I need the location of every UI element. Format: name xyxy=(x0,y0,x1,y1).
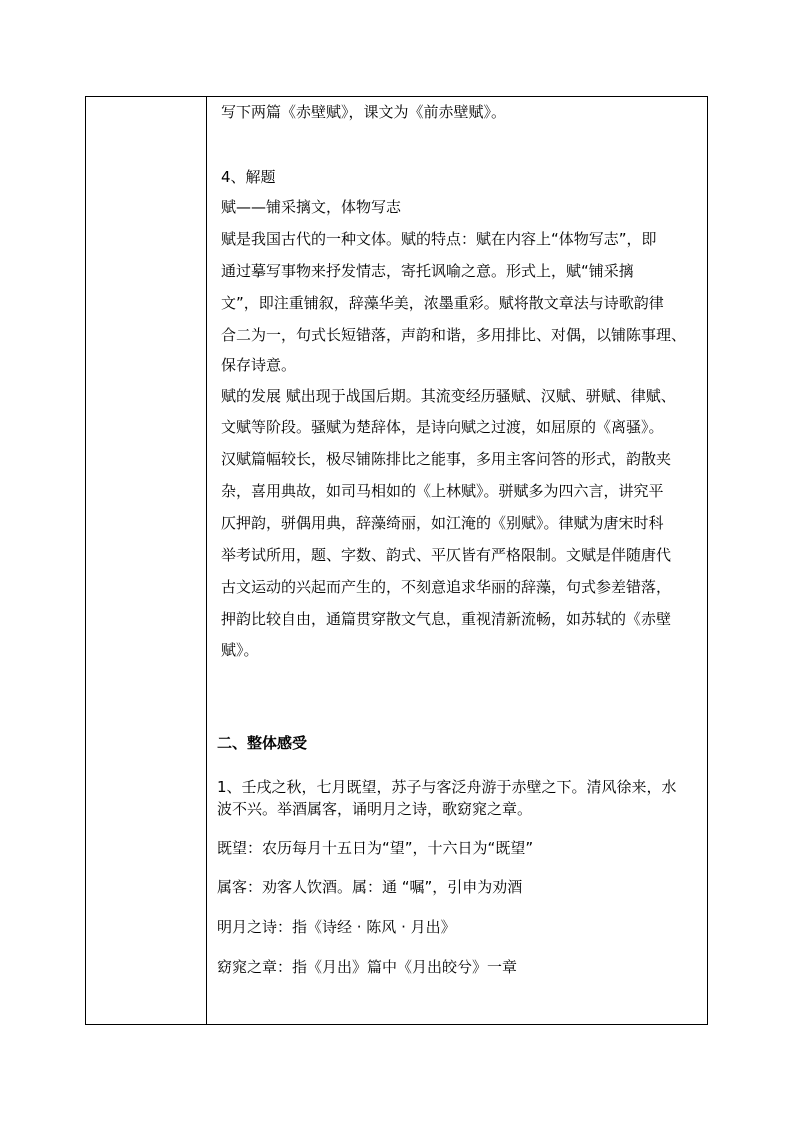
section-4-subtitle: 赋——铺采摛文，体物写志 xyxy=(221,198,402,216)
para2-line-9: 赋》。 xyxy=(221,641,259,659)
sentence1-line-2: 波不兴。举酒属客，诵明月之诗，歌窈窕之章。 xyxy=(217,800,533,818)
para2-line-6: 举考试所用，题、字数、韵式、平仄皆有严格限制。文赋是伴随唐代 xyxy=(221,546,672,564)
para2-line-3: 汉赋篇幅较长，极尽铺陈排比之能事，多用主客问答的形式，韵散夹 xyxy=(221,450,672,468)
para2-line-2: 文赋等阶段。骚赋为楚辞体，是诗向赋之过渡，如屈原的《离骚》。 xyxy=(221,418,664,436)
section-2-heading: 二、整体感受 xyxy=(217,734,308,752)
note-jiwang: 既望：农历每月十五日为“望”，十六日为“既望” xyxy=(217,839,534,857)
intro-line: 写下两篇《赤壁赋》，课文为《前赤壁赋》。 xyxy=(221,103,507,121)
content-cell xyxy=(207,97,707,1024)
para1-line-1: 赋是我国古代的一种文体。赋的特点：赋在内容上“体物写志”，即 xyxy=(221,230,657,248)
para1-line-5: 保存诗意。 xyxy=(221,356,297,374)
document-table xyxy=(85,96,708,1025)
para1-line-3: 文”，即注重铺叙，辞藻华美，浓墨重彩。赋将散文章法与诗歌韵律 xyxy=(221,294,664,312)
para2-line-8: 押韵比较自由，通篇贯穿散文气息，重视清新流畅，如苏轼的《赤壁 xyxy=(221,610,672,628)
note-zhuke: 属客：劝客人饮酒。属：通 “嘱”，引申为劝酒 xyxy=(217,878,523,896)
para2-line-5: 仄押韵，骈偶用典，辞藻绮丽，如江淹的《别赋》。律赋为唐宋时科 xyxy=(221,514,664,532)
para2-line-1: 赋的发展 赋出现于战国后期。其流变经历骚赋、汉赋、骈赋、律赋、 xyxy=(221,387,676,405)
para2-line-7: 古文运动的兴起而产生的，不刻意追求华丽的辞藻，句式参差错落， xyxy=(221,578,672,596)
note-yaotiao: 窈窕之章：指《月出》篇中《月出皎兮》一章 xyxy=(217,958,518,976)
sentence1-line-1: 1、壬戌之秋，七月既望，苏子与客泛舟游于赤壁之下。清风徐来，水 xyxy=(217,778,677,796)
note-mingyue: 明月之诗：指《诗经 · 陈风 · 月出》 xyxy=(217,918,456,936)
section-4-heading: 4、解题 xyxy=(221,168,276,186)
para1-line-4: 合二为一，句式长短错落，声韵和谐，多用排比、对偶，以铺陈事理、 xyxy=(221,326,687,344)
para2-line-4: 杂，喜用典故，如司马相如的《上林赋》。骈赋多为四六言，讲究平 xyxy=(221,482,664,500)
para1-line-2: 通过摹写事物来抒发情志，寄托讽喻之意。形式上，赋“铺采摛 xyxy=(221,262,634,280)
left-column-cell xyxy=(86,97,207,1024)
